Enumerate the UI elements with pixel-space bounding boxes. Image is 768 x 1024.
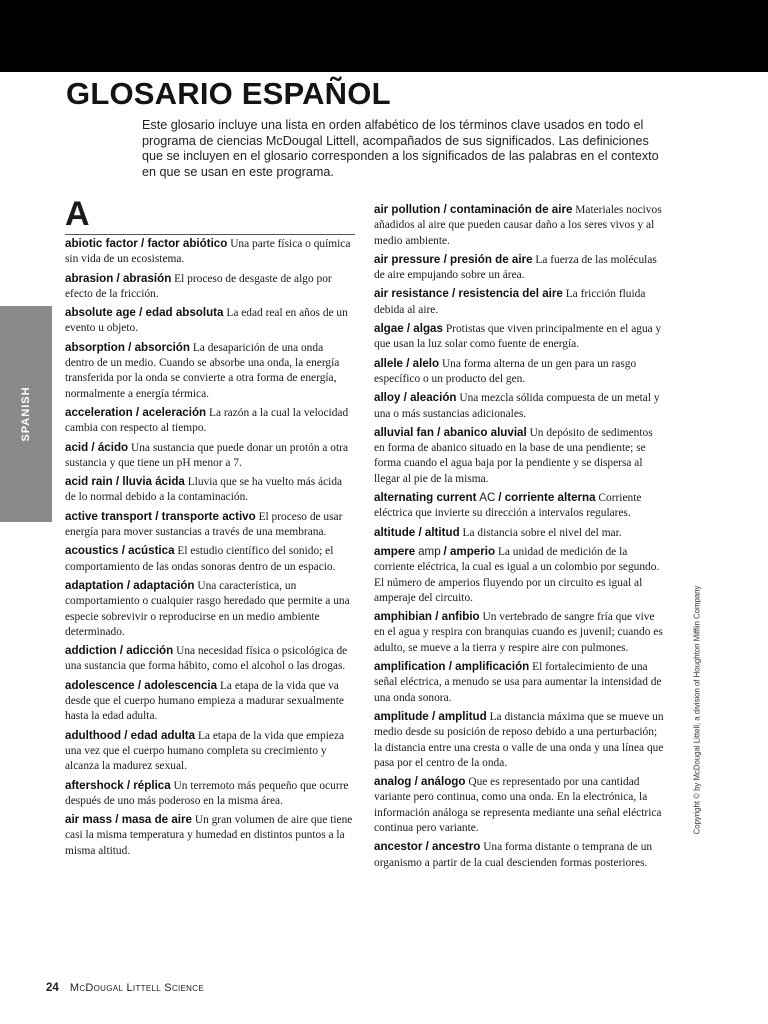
glossary-entry [374, 659, 666, 706]
entry-term: addiction / adicción [65, 644, 174, 658]
glossary-entry [374, 202, 666, 249]
entry-abbreviation: AC [479, 491, 496, 505]
glossary-entry [374, 609, 666, 656]
glossary-entry [65, 509, 355, 541]
page-footer [46, 982, 204, 994]
entry-term: alloy / aleación [374, 391, 457, 405]
entry-abbreviation: amp [418, 544, 441, 558]
entry-definition: Una parte física o química sin vida de un ecosistema. [65, 238, 351, 266]
entry-definition: El proceso de usar energía para mover sustancias a través de una membrana. [65, 510, 343, 539]
side-tab-label: SPANISH [20, 386, 32, 442]
glossary-entry [374, 839, 666, 871]
page-number: 24 [46, 982, 59, 994]
entry-definition: Protistas que viven principalmente en el agua y que usan la luz solar como fuente de energía. [374, 323, 662, 351]
top-black-bar [0, 0, 768, 72]
glossary-entry [374, 525, 666, 541]
entry-term: alluvial fan / abanico aluvial [374, 425, 527, 439]
entry-definition: Una sustancia que puede donar un protón a otra sustancia y que tiene un pH menor a 7. [65, 441, 348, 469]
glossary-entry [374, 774, 666, 836]
entry-term: abrasion / abrasión [65, 271, 172, 285]
glossary-entry [65, 305, 355, 337]
glossary-entry [374, 709, 666, 771]
glossary-entry [65, 678, 355, 725]
entry-term: absorption / absorción [65, 340, 190, 354]
entry-term: adulthood / edad adulta [65, 728, 196, 742]
entry-definition: Una forma distante o temprana de un organismo a partir de la cual descienden formas posteriores. [374, 841, 653, 869]
entry-definition: La etapa de la vida que empieza una vez que el cuerpo humano completa su crecimiento y alcanza la madurez sexual. [65, 729, 345, 773]
glossary-entry [65, 578, 355, 640]
glossary-entry [374, 286, 666, 318]
spanish-side-tab [0, 306, 52, 522]
glossary-entry [65, 643, 355, 675]
entry-definition: Que es representado por una cantidad variante pero continua, como una onda. En la electrónica, la información análoga se representa mediante una señal eléctrica continua pero variante. [374, 776, 662, 834]
entry-term-translation: / amperio [443, 544, 496, 558]
section-letter: A [65, 196, 355, 235]
entry-definition: La distancia sobre el nivel del mar. [462, 526, 622, 539]
entry-definition: Materiales nocivos añadidos al aire que pueden causar daño a los seres vivos y al medio ambiente. [374, 204, 662, 247]
glossary-entry [65, 340, 355, 402]
entry-term-translation: / corriente alterna [498, 491, 596, 505]
copyright-notice: Copyright © by McDougal Littell, a division of Houghton Mifflin Company [692, 585, 702, 835]
entry-definition: Una característica, un comportamiento o cualquier rasgo heredado que permite a una especie sobrevivir o reproducirse en un medio ambiente determinado. [65, 579, 350, 638]
glossary-entry [374, 544, 666, 606]
entry-term: acoustics / acústica [65, 544, 175, 558]
entry-definition: El estudio científico del sonido; el comportamiento de las ondas sonoras dentro de un espacio. [65, 545, 336, 573]
glossary-entry [374, 490, 666, 522]
entry-term: amplification / amplificación [374, 660, 530, 674]
entry-term: adaptation / adaptación [65, 578, 195, 592]
entry-term: ampere [374, 544, 416, 558]
entry-term: acid / ácido [65, 440, 129, 454]
entry-term: absolute age / edad absoluta [65, 306, 224, 320]
glossary-entry [374, 356, 666, 388]
entry-definition: La fuerza de las moléculas de aire empujando sobre un área. [374, 253, 657, 282]
glossary-column-left [65, 196, 355, 862]
glossary-entry [374, 321, 666, 353]
glossary-entry [374, 425, 666, 487]
entry-definition: Una mezcla sólida compuesta de un metal y una o más sustancias adicionales. [374, 392, 660, 420]
glossary-entry [65, 778, 355, 810]
entry-term: air resistance / resistencia del aire [374, 287, 563, 301]
entry-definition: Un terremoto más pequeño que ocurre después de uno más poderoso en la misma área. [65, 779, 349, 807]
glossary-entry [374, 390, 666, 422]
glossary-entry [65, 405, 355, 437]
entry-definition: La etapa de la vida que va desde que el cuerpo humano empieza a madurar sexualmente hasta la edad adulta. [65, 679, 344, 723]
glossary-entry [374, 252, 666, 284]
entry-term: abiotic factor / factor abiótico [65, 237, 228, 250]
entry-definition: La desaparición de una onda dentro de un medio. Cuando se absorbe una onda, la energía transferida por la onda se convierte a otra forma de energía, normalmente a energía térmica. [65, 341, 340, 400]
entry-term: altitude / altitud [374, 525, 460, 539]
glossary-entry [65, 271, 355, 303]
glossary-entry [65, 440, 355, 472]
entry-definition: Un vertebrado de sangre fría que vive en el agua y respira con branquias cuando es juvenil; cuando es adulto, se mueve a la tierra y respire aire con pulmones. [374, 611, 663, 654]
entry-term: air mass / masa de aire [65, 813, 192, 827]
entry-definition: La unidad de medición de la corriente eléctrica, la cual es igual a un colombio por segundo. El número de amperios fluyendo por un circuito es igual al amperaje del circuito. [374, 545, 660, 604]
entry-term: aftershock / réplica [65, 778, 171, 792]
page-title: GLOSARIO ESPAÑOL [66, 76, 391, 111]
entry-term: alternating current [374, 491, 477, 505]
glossary-entry [65, 474, 355, 506]
entry-term: acid rain / lluvia ácida [65, 475, 185, 489]
entry-definition: Un gran volumen de aire que tiene casi la misma temperatura y humedad en distintos puntos a la misma altitud. [65, 814, 353, 857]
entry-definition: Lluvia que se ha vuelto más ácida de lo normal debido a la contaminación. [65, 476, 343, 504]
entry-definition: La fricción fluida debida al aire. [374, 288, 646, 316]
intro-paragraph: Este glosario incluye una lista en orden alfabético de los términos clave usados en todo el programa de ciencias McDougal Littell, acompañados de sus significados. Las definiciones que se incluyen en el glosario corresponden a los significados de las palabras en el contexto en que se usan en este programa. [142, 118, 659, 179]
entry-definition: Un depósito de sedimentos en forma de abanico situado en la base de una pendiente; se forma cuando el agua baja por la pendiente y se dispersa al llegar al pie de la misma. [374, 426, 653, 485]
entry-list-left [65, 236, 355, 859]
entry-definition: El fortalecimiento de una señal eléctrica, a menudo se usa para aumentar la intensidad de una onda sonora. [374, 661, 662, 704]
entry-list-right [374, 202, 666, 871]
publisher-name: McDougal Littell Science [69, 982, 204, 994]
entry-term: analog / análogo [374, 775, 466, 789]
entry-term: allele / alelo [374, 356, 440, 370]
entry-definition: Una forma alterna de un gen para un rasgo específico o un producto del gen. [374, 357, 637, 385]
glossary-entry [65, 812, 355, 859]
entry-term: algae / algas [374, 322, 443, 336]
entry-definition: La edad real en años de un evento u objeto. [65, 307, 348, 335]
entry-definition: La distancia máxima que se mueve un medio desde su posición de reposo debido a una perturbación; la distancia entre una cresta o valle de una onda y una línea que pasa por el centro de la onda. [374, 710, 664, 769]
entry-definition: La razón a la cual la velocidad cambia con respecto al tiempo. [65, 406, 349, 435]
glossary-entry [65, 543, 355, 575]
entry-term: amphibian / anfibio [374, 610, 480, 624]
entry-term: active transport / transporte activo [65, 509, 256, 523]
entry-definition: El proceso de desgaste de algo por efecto de la fricción. [65, 272, 332, 300]
entry-term: air pollution / contaminación de aire [374, 203, 573, 216]
glossary-entry [65, 728, 355, 775]
entry-term: acceleration / aceleración [65, 405, 207, 419]
entry-term: air pressure / presión de aire [374, 252, 533, 266]
glossary-column-right [374, 202, 666, 874]
glossary-entry [65, 236, 355, 268]
entry-definition: Corriente eléctrica que invierte su dirección a intervalos regulares. [374, 492, 642, 520]
entry-term: adolescence / adolescencia [65, 678, 218, 692]
entry-definition: Una necesidad física o psicológica de una sustancia que forma hábito, como el alcohol o las drogas. [65, 645, 348, 673]
entry-term: ancestor / ancestro [374, 840, 481, 854]
entry-term: amplitude / amplitud [374, 709, 487, 723]
